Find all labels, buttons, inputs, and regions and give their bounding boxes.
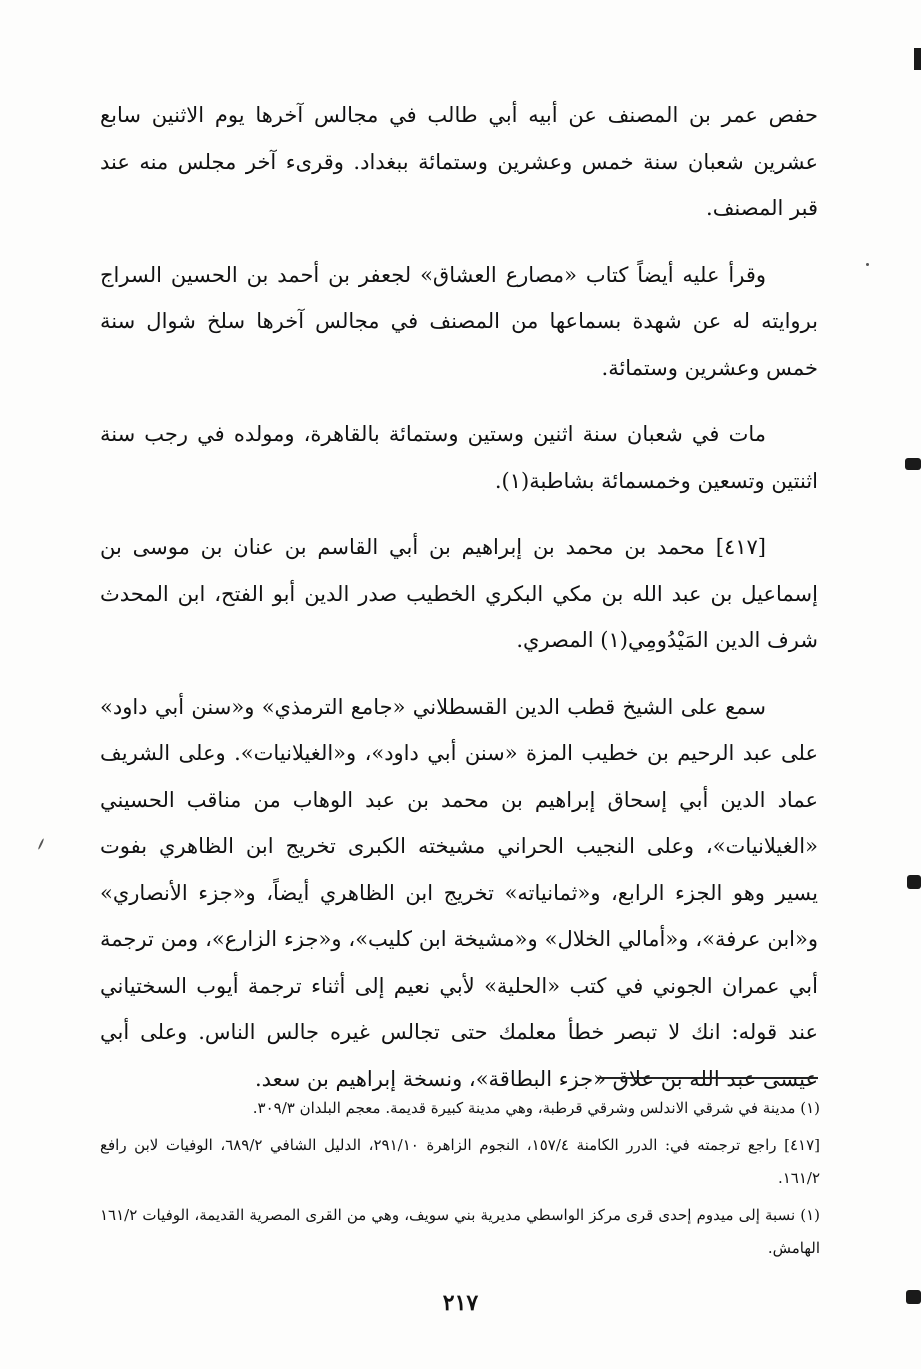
footnote-divider <box>598 1077 818 1079</box>
binding-mark <box>906 1290 921 1304</box>
paragraph-3: مات في شعبان سنة اثنين وستين وستمائة بالقاهرة، ومولده في رجب سنة اثنتين وتسعين وخمسمائة بشاطبة(١). <box>100 422 818 493</box>
footnotes <box>100 1092 820 1269</box>
main-text <box>100 92 818 1122</box>
footnote-1: (١) مدينة في شرقي الاندلس وشرقي قرطبة، وهي مدينة كبيرة قديمة. معجم البلدان ٣٠٩/٣. <box>252 1099 820 1117</box>
binding-mark <box>914 48 921 70</box>
binding-mark <box>905 458 921 470</box>
binding-mark <box>907 875 921 889</box>
page-number: ٢١٧ <box>442 1290 479 1316</box>
scan-speck <box>38 838 45 850</box>
paragraph-4-entry-417: [٤١٧] محمد بن محمد بن إبراهيم بن أبي القاسم بن عنان بن موسى بن إسماعيل بن عبد الله بن مكي البكري الخطيب صدر الدين أبو الفتح، ابن المحدث شرف الدين المَيْدُومِي(١) المصري. <box>100 535 818 652</box>
footnote-417: [٤١٧] راجع ترجمته في: الدرر الكامنة ١٥٧/٤، النجوم الزاهرة ٢٩١/١٠، الدليل الشافي ٦٨٩/٢، الوفيات لابن رافع ١٦١/٢. <box>100 1136 820 1187</box>
paragraph-2: وقرأ عليه أيضاً كتاب «مصارع العشاق» لجعفر بن أحمد بن الحسين السراج بروايته له عن شهدة بسماعها من المصنف في مجالس آخرها سلخ شوال سنة خمس وعشرين وستمائة. <box>100 262 818 380</box>
footnote-2: (١) نسبة إلى ميدوم إحدى قرى مركز الواسطي مديرية بني سويف، وهي من القرى المصرية القديمة، الوفيات ١٦١/٢ الهامش. <box>100 1206 821 1257</box>
scan-speck <box>866 263 869 266</box>
paragraph-1: حفص عمر بن المصنف عن أبيه أبي طالب في مجالس آخرها يوم الاثنين سابع عشرين شعبان سنة خمس وعشرين وستمائة ببغداد. وقرىء آخر مجلس منه عند قبر المصنف. <box>100 103 818 220</box>
paragraph-5: سمع على الشيخ قطب الدين القسطلاني «جامع الترمذي» و«سنن أبي داود» على عبد الرحيم بن خطيب المزة «سنن أبي داود»، و«الغيلانيات». وعلى الشريف عماد الدين أبي إسحاق إبراهيم بن محمد بن عبد الوهاب من مناقب الحسيني «الغيلانيات»، وعلى النجيب الحراني مشيخته الكبرى تخريج ابن الظاهري بفوت يسير وهو الجزء الرابع، و«ثمانياته» تخريج ابن الظاهري أيضاً، و«جزء الأنصاري» و«ابن عرفة»، و«أمالي الخلال» و«مشيخة ابن كليب»، و«جزء الزارع»، ومن ترجمة أبي عمران الجوني في كتب «الحلية» لأبي نعيم إلى أثناء ترجمة أيوب السختياني عند قوله: انك لا تبصر خطأ معلمك حتى تجالس غيره جالس الناس. وعلى أبي عيسى عبد الله بن علاق «جزء البطاقة»، ونسخة إبراهيم بن سعد. <box>100 694 818 1091</box>
